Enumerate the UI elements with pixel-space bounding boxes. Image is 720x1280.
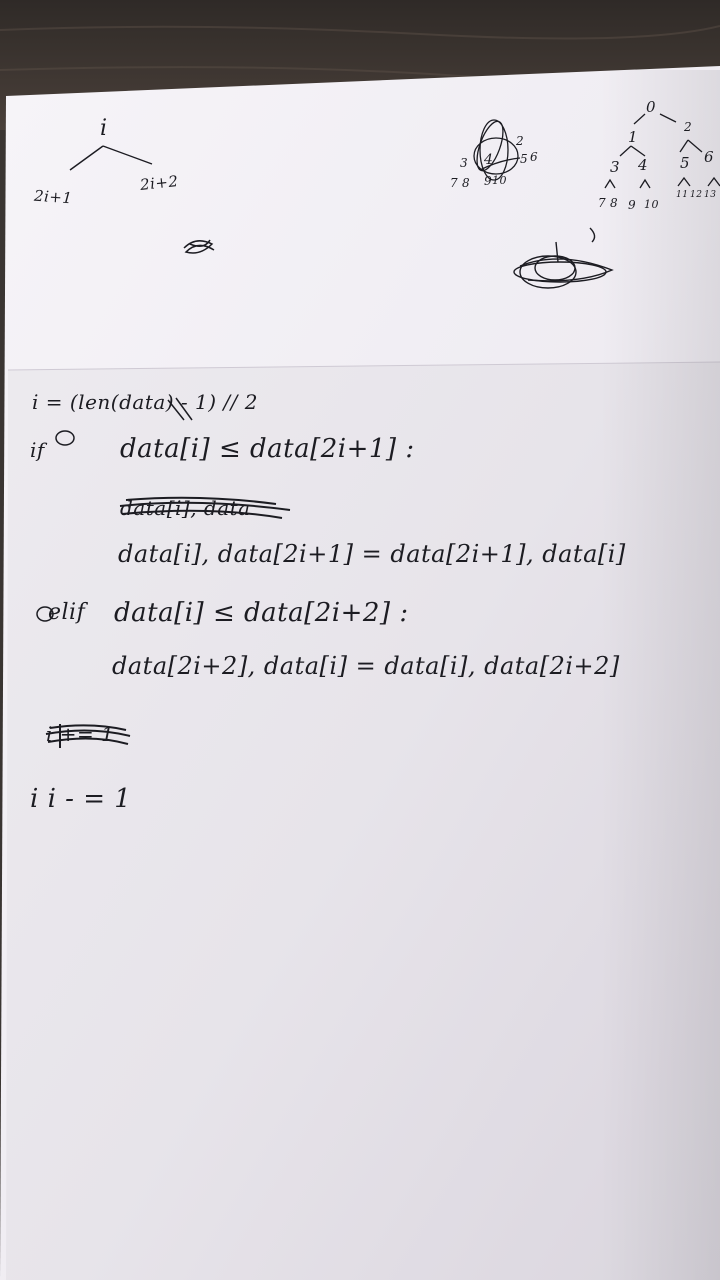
- keyword-elif: elif: [48, 600, 86, 625]
- code-line-decrement: i i - = 1: [30, 784, 132, 814]
- code-line-swap-right: data[2i+2], data[i] = data[i], data[2i+2]: [112, 652, 620, 680]
- heap-node: 6: [704, 148, 715, 166]
- heap-node: 5: [680, 154, 691, 172]
- heap-node: 11: [676, 190, 689, 200]
- small-tree-node: 5: [520, 152, 529, 166]
- tree-right-child-label: 2i+2: [139, 172, 180, 194]
- small-tree-node: 8: [462, 176, 471, 190]
- code-line-struck: data[i], data: [120, 496, 251, 520]
- small-tree-node: 2: [516, 134, 525, 148]
- code-line-init: i = (len(data) - 1) // 2: [32, 390, 258, 414]
- heap-node: 3: [610, 158, 621, 176]
- small-tree-node: 3: [460, 156, 469, 170]
- code-line-swap-left: data[i], data[2i+1] = data[2i+1], data[i]: [118, 540, 626, 568]
- small-tree-node: 7: [450, 176, 459, 190]
- heap-node-root: 0: [646, 98, 657, 116]
- keyword-if: if: [30, 438, 45, 462]
- small-tree-node: 9: [484, 174, 493, 188]
- heap-node: 4: [638, 156, 649, 174]
- small-tree-node: 6: [530, 150, 539, 164]
- small-tree-node: 10: [492, 174, 507, 187]
- heap-node: 8: [610, 196, 619, 210]
- small-tree-node: 4: [484, 152, 494, 168]
- heap-node: 1: [628, 128, 639, 146]
- heap-node: 13: [704, 190, 717, 200]
- heap-node: 9: [628, 198, 637, 212]
- code-line-if-condition: data[i] ≤ data[2i+1] :: [120, 434, 415, 464]
- heap-node: 10: [644, 198, 659, 211]
- tree-left-child-label: 2i+1: [33, 186, 74, 208]
- heap-node: 7: [598, 196, 607, 210]
- heap-node: 12: [690, 190, 703, 200]
- code-line-struck-increment: i += 1: [46, 722, 115, 746]
- heap-node: 2: [684, 120, 693, 134]
- code-line-elif-condition: data[i] ≤ data[2i+2] :: [114, 598, 409, 628]
- tree-root-label: i: [100, 116, 108, 141]
